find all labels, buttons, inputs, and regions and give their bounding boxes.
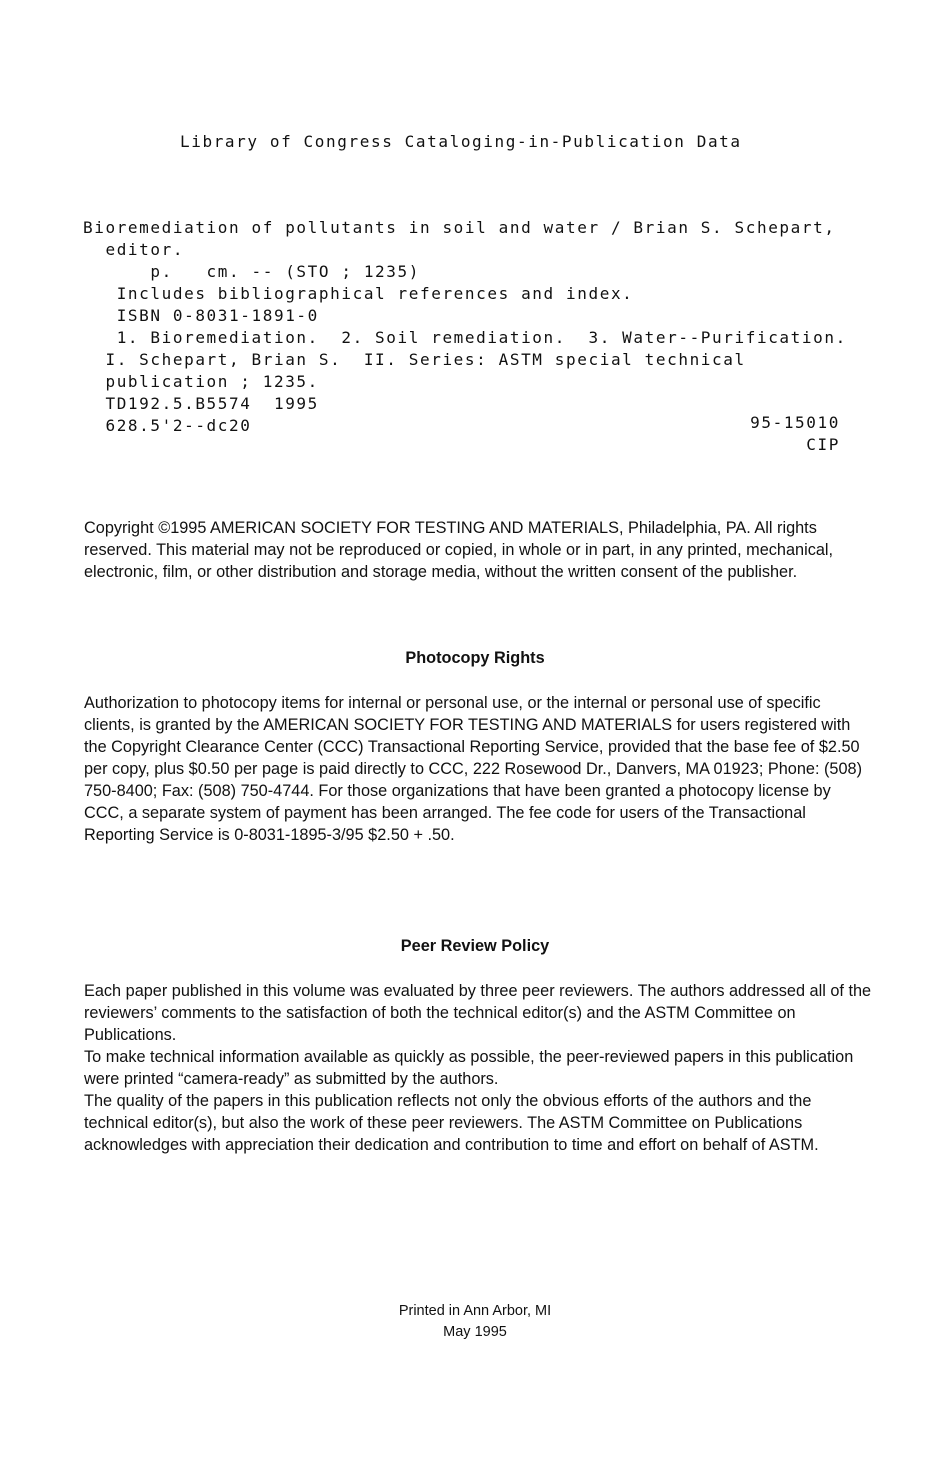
cip-label: CIP [806, 435, 840, 454]
cip-line: 628.5'2--dc20 [83, 416, 252, 435]
cip-control-number [750, 412, 840, 456]
cip-line: publication ; 1235. [83, 372, 319, 391]
lccn: 95-15010 [750, 413, 840, 432]
peer-review-text [84, 980, 874, 1156]
peer-review-paragraph: Each paper published in this volume was evaluated by three peer reviewers. The authors addressed all of the reviewers’ comments to the satisfaction of both the technical editor(s) and the ASTM Committee on Publications. [84, 982, 872, 1044]
cip-line: I. Schepart, Brian S. II. Series: ASTM special technical [83, 350, 746, 369]
cip-line: 1. Bioremediation. 2. Soil remediation. 3. Water--Purification. [83, 328, 847, 347]
cip-line: p. cm. -- (STO ; 1235) [83, 262, 420, 281]
cip-line: TD192.5.B5574 1995 [83, 394, 319, 413]
photocopy-rights-title: Photocopy Rights [405, 649, 545, 667]
cip-line: editor. [83, 240, 185, 259]
printed-date: May 1995 [443, 1324, 507, 1340]
cip-line: ISBN 0-8031-1891-0 [83, 306, 319, 325]
cip-line: Includes bibliographical references and index. [83, 284, 634, 303]
imprint [0, 1301, 950, 1343]
copyright-notice: Copyright ©1995 AMERICAN SOCIETY FOR TESTING AND MATERIALS, Philadelphia, PA. All rights reserved. This material may not be reproduced or copied, in whole or in part, in any printed, mechanical, electronic, film, or other distribution and storage media, without the written consent of the publisher. [84, 519, 834, 581]
cip-line: Bioremediation of pollutants in soil and water / Brian S. Schepart, [83, 218, 836, 237]
photocopy-rights-text: Authorization to photocopy items for internal or personal use, or the internal or personal use of specific clients, is granted by the AMERICAN SOCIETY FOR TESTING AND MATERIALS for users registered with the Copyright Clearance Center (CCC) Transactional Reporting Service, provided that the base fee of $2.50 per copy, plus $0.50 per page is paid directly to CCC, 222 Rosewood Dr., Danvers, MA 01923; Phone: (508) 750-8400; Fax: (508) 750-4744. For those organizations that have been granted a photocopy license by CCC, a separate system of payment has been arranged. The fee code for users of the Transactional Reporting Service is 0-8031-1895-3/95 $2.50 + .50. [84, 694, 863, 844]
peer-review-paragraph: To make technical information available as quickly as possible, the peer-reviewed papers in this publication were printed “camera-ready” as submitted by the authors. [84, 1048, 854, 1088]
peer-review-paragraph: The quality of the papers in this publication reflects not only the obvious efforts of the authors and the technical editor(s), but also the work of these peer reviewers. The ASTM Committee on Publications acknowledges with appreciation their dedication and contribution to time and effort on behalf of ASTM. [84, 1092, 819, 1154]
printed-location: Printed in Ann Arbor, MI [398, 1303, 552, 1319]
peer-review-title: Peer Review Policy [400, 937, 550, 955]
cip-record [83, 217, 847, 437]
cip-heading: Library of Congress Cataloging-in-Publication Data [180, 132, 742, 151]
